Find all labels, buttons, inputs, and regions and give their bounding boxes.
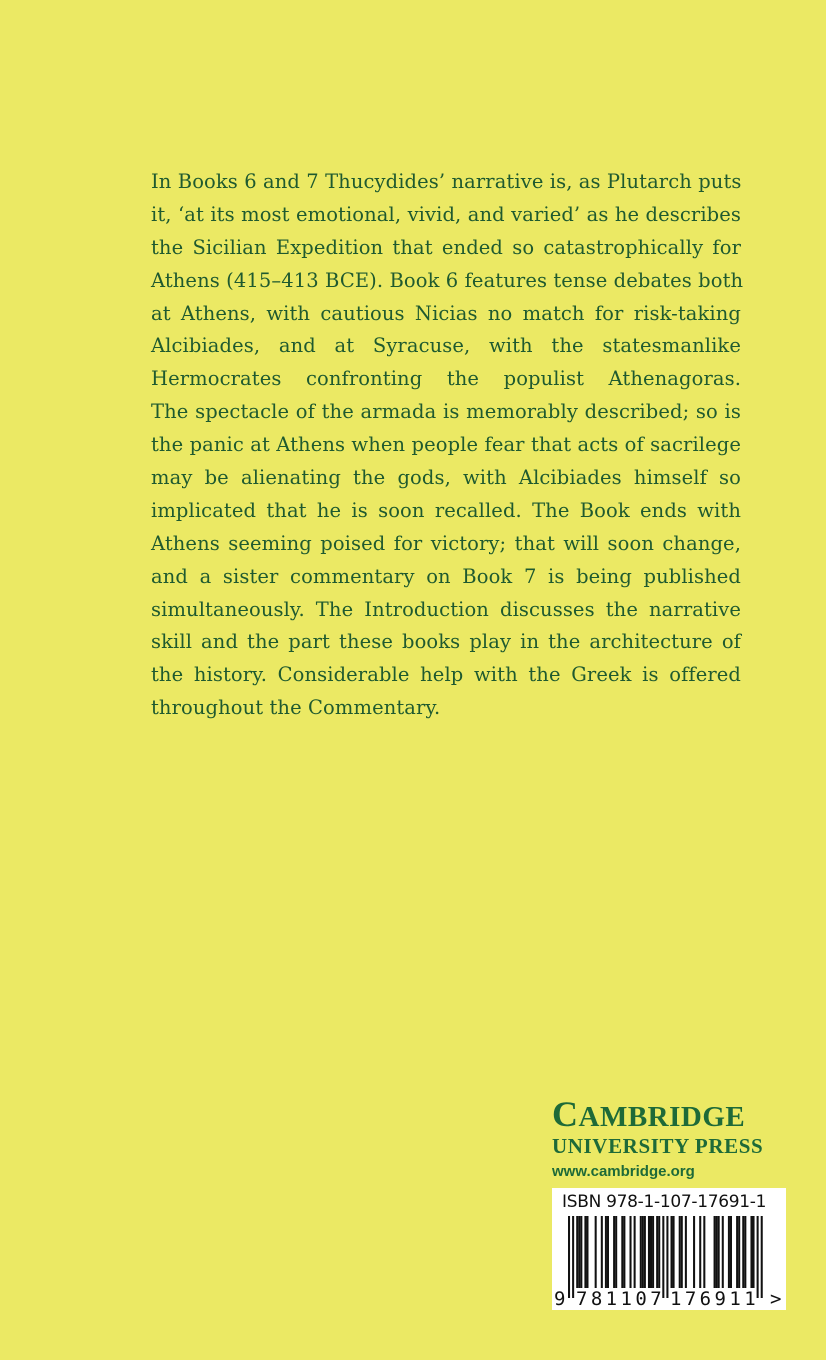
barcode-right-digits: 176911 <box>670 1288 760 1310</box>
barcode-bar <box>671 1216 673 1288</box>
blurb-line: the panic at Athens when people fear that acts of sacrilege <box>151 433 741 457</box>
barcode-bar <box>652 1216 654 1288</box>
blurb-line: The spectacle of the armada is memorably described; so is <box>151 400 741 424</box>
blurb-line: Alcibiades, and at Syracuse, with the statesmanlike <box>151 334 741 358</box>
barcode-bar <box>586 1216 588 1288</box>
barcode-bar <box>656 1216 658 1288</box>
barcode-bar <box>718 1216 720 1288</box>
blurb-line: simultaneously. The Introduction discusses the narrative <box>151 597 741 621</box>
blurb-line: and a sister commentary on Book 7 is being published <box>151 564 741 588</box>
blurb-line: In Books 6 and 7 Thucydides’ narrative is, as Plutarch puts <box>151 170 742 193</box>
barcode-bar <box>644 1216 646 1288</box>
barcode-bar <box>634 1216 636 1288</box>
blurb-line: may be alienating the gods, with Alcibiades himself so <box>151 466 741 490</box>
barcode-bar <box>757 1216 759 1298</box>
barcode-bar <box>605 1216 607 1288</box>
barcode-bar <box>601 1216 603 1288</box>
blurb-line: Hermocrates confronting the populist Athenagoras. <box>151 367 741 391</box>
barcode-bar <box>685 1216 687 1288</box>
publisher-url: www.cambridge.org <box>552 1163 695 1180</box>
barcode-bar <box>728 1216 730 1288</box>
barcode-bar <box>662 1216 664 1298</box>
publisher-name-rest: AMBRIDGE <box>578 1101 746 1133</box>
barcode-bar <box>722 1216 724 1288</box>
barcode-bar <box>679 1216 681 1288</box>
barcode-bar <box>658 1216 660 1288</box>
barcode-bar <box>742 1216 744 1288</box>
barcode-bar <box>716 1216 718 1288</box>
barcode-quiet-mark: > <box>770 1288 782 1310</box>
blurb-line: at Athens, with cautious Nicias no match for risk-taking <box>151 301 741 325</box>
barcode-bar <box>630 1216 632 1288</box>
barcode-bar <box>693 1216 695 1288</box>
barcode-bar <box>736 1216 738 1288</box>
barcode-bar <box>613 1216 615 1288</box>
barcode-bar <box>572 1216 574 1298</box>
blurb-line: the Sicilian Expedition that ended so catastrophically for <box>151 235 741 259</box>
blurb-line: it, ‘at its most emotional, vivid, and varied’ as he describes <box>151 202 741 226</box>
barcode-bar <box>578 1216 580 1288</box>
blurb-line: Athens seeming poised for victory; that will soon change, <box>151 531 741 555</box>
barcode-bar <box>753 1216 755 1288</box>
barcode-bar <box>703 1216 705 1288</box>
barcode-bar <box>568 1216 570 1298</box>
blurb-line: Athens (415–413 BCE). Book 6 features tense debates both <box>151 268 744 292</box>
blurb-line: throughout the Commentary. <box>151 696 441 720</box>
barcode-bar <box>623 1216 625 1288</box>
barcode-bar <box>576 1216 578 1288</box>
barcode-bar <box>595 1216 597 1288</box>
publisher-name-initial: C <box>552 1094 579 1134</box>
barcode-bar <box>615 1216 617 1288</box>
barcode-lead-digit: 9 <box>554 1288 566 1310</box>
isbn-text: ISBN 978-1-107-17691-1 <box>562 1192 767 1212</box>
barcode-bar <box>584 1216 586 1288</box>
barcode-left-digits: 781107 <box>576 1288 666 1310</box>
barcode-bar <box>744 1216 746 1288</box>
barcode-bar <box>730 1216 732 1288</box>
publisher-name <box>552 1094 792 1137</box>
barcode-bar <box>738 1216 740 1288</box>
publisher-logo <box>552 1094 792 1183</box>
barcode-bar <box>666 1216 668 1298</box>
barcode-bar <box>648 1216 650 1288</box>
barcode-bar <box>681 1216 683 1288</box>
barcode-bar <box>580 1216 582 1288</box>
barcode-bar <box>621 1216 623 1288</box>
barcode-bar <box>714 1216 716 1288</box>
barcode-bar <box>699 1216 701 1288</box>
barcode-bar <box>650 1216 652 1288</box>
publisher-subname: UNIVERSITY PRESS <box>552 1134 764 1158</box>
barcode-bar <box>750 1216 752 1288</box>
blurb-line: implicated that he is soon recalled. The Book ends with <box>151 498 741 522</box>
blurb-line: the history. Considerable help with the Greek is offered <box>151 663 741 687</box>
barcode-bar <box>673 1216 675 1288</box>
cover-blurb <box>151 166 744 725</box>
barcode-label <box>552 1188 786 1310</box>
barcode-bar <box>761 1216 763 1298</box>
barcode-bar <box>607 1216 609 1288</box>
barcode-bar <box>642 1216 644 1288</box>
barcode-bar <box>640 1216 642 1288</box>
blurb-line: skill and the part these books play in the architecture of <box>151 630 741 654</box>
